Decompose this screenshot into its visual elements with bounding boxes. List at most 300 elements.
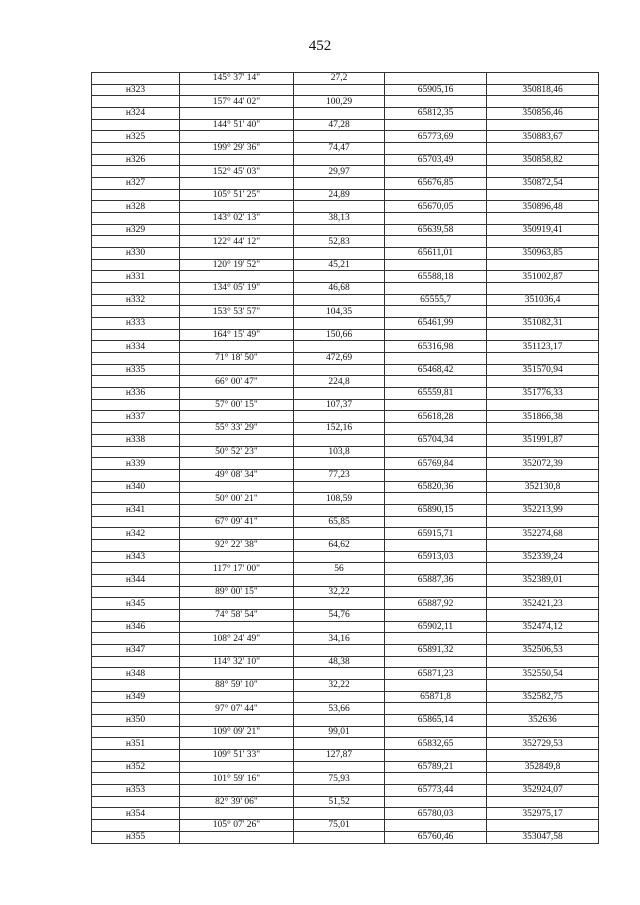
- segment-length-cell: 99,01: [294, 726, 385, 738]
- segment-length-cell: [294, 644, 385, 656]
- segment-length-cell: 53,66: [294, 703, 385, 715]
- point-name-cell: н353: [92, 784, 180, 796]
- direction-angle-cell: 67° 09' 41": [180, 516, 294, 528]
- y-coordinate-cell: 352274,68: [487, 528, 599, 540]
- point-name-cell: н330: [92, 248, 180, 260]
- y-coordinate-cell: 352339,24: [487, 551, 599, 563]
- y-coordinate-cell: 352474,12: [487, 621, 599, 633]
- point-name-cell: [92, 749, 180, 761]
- segment-length-cell: 56: [294, 563, 385, 575]
- y-coordinate-cell: [487, 516, 599, 528]
- y-coordinate-cell: 350963,85: [487, 248, 599, 260]
- segment-length-cell: 100,29: [294, 96, 385, 108]
- direction-angle-cell: [180, 84, 294, 96]
- direction-angle-cell: 108° 24' 49": [180, 633, 294, 645]
- point-row: [92, 691, 599, 703]
- point-row: [92, 271, 599, 283]
- point-row: [92, 201, 599, 213]
- point-row: [92, 808, 599, 820]
- y-coordinate-cell: 350896,48: [487, 201, 599, 213]
- direction-angle-cell: [180, 201, 294, 213]
- y-coordinate-cell: [487, 703, 599, 715]
- x-coordinate-cell: [385, 423, 487, 435]
- segment-row: [92, 236, 599, 248]
- segment-length-cell: [294, 738, 385, 750]
- direction-angle-cell: [180, 108, 294, 120]
- x-coordinate-cell: 65820,36: [385, 481, 487, 493]
- segment-length-cell: 150,66: [294, 329, 385, 341]
- x-coordinate-cell: 65611,01: [385, 248, 487, 260]
- direction-angle-cell: [180, 574, 294, 586]
- x-coordinate-cell: 65760,46: [385, 831, 487, 843]
- point-name-cell: [92, 633, 180, 645]
- segment-row: [92, 96, 599, 108]
- x-coordinate-cell: [385, 73, 487, 85]
- y-coordinate-cell: 352130,8: [487, 481, 599, 493]
- x-coordinate-cell: 65832,65: [385, 738, 487, 750]
- segment-length-cell: 38,13: [294, 213, 385, 225]
- x-coordinate-cell: 65676,85: [385, 178, 487, 190]
- segment-row: [92, 773, 599, 785]
- y-coordinate-cell: 352582,75: [487, 691, 599, 703]
- point-name-cell: н336: [92, 388, 180, 400]
- segment-length-cell: 107,37: [294, 399, 385, 411]
- segment-length-cell: [294, 411, 385, 423]
- y-coordinate-cell: 351002,87: [487, 271, 599, 283]
- x-coordinate-cell: [385, 236, 487, 248]
- segment-length-cell: [294, 154, 385, 166]
- point-row: [92, 108, 599, 120]
- y-coordinate-cell: [487, 469, 599, 481]
- x-coordinate-cell: 65468,42: [385, 364, 487, 376]
- point-name-cell: н345: [92, 598, 180, 610]
- x-coordinate-cell: [385, 469, 487, 481]
- direction-angle-cell: [180, 644, 294, 656]
- point-name-cell: н346: [92, 621, 180, 633]
- y-coordinate-cell: [487, 609, 599, 621]
- direction-angle-cell: 50° 52' 23": [180, 446, 294, 458]
- segment-length-cell: 64,62: [294, 539, 385, 551]
- y-coordinate-cell: [487, 726, 599, 738]
- segment-length-cell: 104,35: [294, 306, 385, 318]
- coordinates-table: [91, 72, 599, 844]
- y-coordinate-cell: 351866,38: [487, 411, 599, 423]
- point-name-cell: н340: [92, 481, 180, 493]
- point-name-cell: [92, 259, 180, 271]
- point-name-cell: н344: [92, 574, 180, 586]
- direction-angle-cell: 57° 00' 15": [180, 399, 294, 411]
- segment-row: [92, 353, 599, 365]
- y-coordinate-cell: 352729,53: [487, 738, 599, 750]
- point-row: [92, 621, 599, 633]
- x-coordinate-cell: [385, 213, 487, 225]
- direction-angle-cell: 117° 17' 00": [180, 563, 294, 575]
- point-name-cell: [92, 446, 180, 458]
- segment-length-cell: [294, 784, 385, 796]
- y-coordinate-cell: 350872,54: [487, 178, 599, 190]
- segment-length-cell: 48,38: [294, 656, 385, 668]
- direction-angle-cell: 122° 44' 12": [180, 236, 294, 248]
- direction-angle-cell: 71° 18' 50": [180, 353, 294, 365]
- page-number: 452: [308, 38, 332, 54]
- segment-length-cell: 32,22: [294, 679, 385, 691]
- point-name-cell: [92, 353, 180, 365]
- x-coordinate-cell: [385, 703, 487, 715]
- direction-angle-cell: [180, 691, 294, 703]
- x-coordinate-cell: [385, 96, 487, 108]
- x-coordinate-cell: 65703,49: [385, 154, 487, 166]
- point-name-cell: [92, 283, 180, 295]
- y-coordinate-cell: [487, 376, 599, 388]
- x-coordinate-cell: 65887,36: [385, 574, 487, 586]
- y-coordinate-cell: 350856,46: [487, 108, 599, 120]
- point-name-cell: [92, 143, 180, 155]
- x-coordinate-cell: [385, 773, 487, 785]
- x-coordinate-cell: 65913,03: [385, 551, 487, 563]
- point-name-cell: н337: [92, 411, 180, 423]
- segment-length-cell: [294, 551, 385, 563]
- x-coordinate-cell: 65316,98: [385, 341, 487, 353]
- segment-length-cell: [294, 714, 385, 726]
- segment-length-cell: [294, 481, 385, 493]
- point-name-cell: н354: [92, 808, 180, 820]
- direction-angle-cell: [180, 831, 294, 843]
- x-coordinate-cell: [385, 749, 487, 761]
- x-coordinate-cell: [385, 493, 487, 505]
- y-coordinate-cell: 352072,39: [487, 458, 599, 470]
- point-row: [92, 364, 599, 376]
- segment-length-cell: 108,59: [294, 493, 385, 505]
- point-name-cell: [92, 820, 180, 832]
- y-coordinate-cell: [487, 633, 599, 645]
- segment-length-cell: [294, 364, 385, 376]
- direction-angle-cell: [180, 411, 294, 423]
- point-name-cell: н350: [92, 714, 180, 726]
- x-coordinate-cell: 65639,58: [385, 224, 487, 236]
- point-name-cell: н329: [92, 224, 180, 236]
- point-name-cell: [92, 236, 180, 248]
- x-coordinate-cell: 65890,15: [385, 504, 487, 516]
- segment-row: [92, 609, 599, 621]
- y-coordinate-cell: [487, 306, 599, 318]
- point-name-cell: [92, 423, 180, 435]
- segment-row: [92, 633, 599, 645]
- direction-angle-cell: 92° 22' 38": [180, 539, 294, 551]
- segment-row: [92, 399, 599, 411]
- segment-row: [92, 259, 599, 271]
- segment-length-cell: [294, 691, 385, 703]
- point-row: [92, 294, 599, 306]
- point-name-cell: [92, 703, 180, 715]
- x-coordinate-cell: [385, 376, 487, 388]
- segment-length-cell: 224,8: [294, 376, 385, 388]
- segment-length-cell: 45,21: [294, 259, 385, 271]
- point-name-cell: н325: [92, 131, 180, 143]
- y-coordinate-cell: [487, 423, 599, 435]
- x-coordinate-cell: 65704,34: [385, 434, 487, 446]
- segment-length-cell: [294, 84, 385, 96]
- direction-angle-cell: [180, 458, 294, 470]
- point-name-cell: н335: [92, 364, 180, 376]
- segment-length-cell: [294, 458, 385, 470]
- segment-row: [92, 820, 599, 832]
- point-row: [92, 458, 599, 470]
- point-row: [92, 551, 599, 563]
- segment-length-cell: [294, 318, 385, 330]
- y-coordinate-cell: [487, 796, 599, 808]
- segment-row: [92, 563, 599, 575]
- direction-angle-cell: 145° 37' 14": [180, 73, 294, 85]
- x-coordinate-cell: 65865,14: [385, 714, 487, 726]
- direction-angle-cell: [180, 668, 294, 680]
- x-coordinate-cell: 65887,92: [385, 598, 487, 610]
- x-coordinate-cell: 65812,35: [385, 108, 487, 120]
- y-coordinate-cell: [487, 96, 599, 108]
- segment-row: [92, 306, 599, 318]
- direction-angle-cell: [180, 434, 294, 446]
- y-coordinate-cell: 351036,4: [487, 294, 599, 306]
- point-name-cell: [92, 189, 180, 201]
- x-coordinate-cell: 65902,11: [385, 621, 487, 633]
- direction-angle-cell: [180, 294, 294, 306]
- y-coordinate-cell: [487, 563, 599, 575]
- y-coordinate-cell: 352506,53: [487, 644, 599, 656]
- point-name-cell: [92, 796, 180, 808]
- y-coordinate-cell: 352550,54: [487, 668, 599, 680]
- point-row: [92, 504, 599, 516]
- point-row: [92, 224, 599, 236]
- point-name-cell: н324: [92, 108, 180, 120]
- segment-length-cell: 103,8: [294, 446, 385, 458]
- direction-angle-cell: [180, 808, 294, 820]
- segment-row: [92, 796, 599, 808]
- point-name-cell: [92, 469, 180, 481]
- y-coordinate-cell: [487, 399, 599, 411]
- direction-angle-cell: 105° 07' 26": [180, 820, 294, 832]
- x-coordinate-cell: 65871,8: [385, 691, 487, 703]
- segment-length-cell: 52,83: [294, 236, 385, 248]
- direction-angle-cell: 88° 59' 10": [180, 679, 294, 691]
- y-coordinate-cell: [487, 679, 599, 691]
- y-coordinate-cell: [487, 353, 599, 365]
- coordinates-table-body: [92, 73, 599, 844]
- direction-angle-cell: 50° 00' 21": [180, 493, 294, 505]
- point-name-cell: [92, 96, 180, 108]
- y-coordinate-cell: 350818,46: [487, 84, 599, 96]
- x-coordinate-cell: [385, 726, 487, 738]
- point-name-cell: н338: [92, 434, 180, 446]
- segment-length-cell: [294, 528, 385, 540]
- segment-row: [92, 423, 599, 435]
- point-row: [92, 528, 599, 540]
- x-coordinate-cell: 65588,18: [385, 271, 487, 283]
- x-coordinate-cell: 65871,23: [385, 668, 487, 680]
- y-coordinate-cell: [487, 329, 599, 341]
- segment-length-cell: [294, 574, 385, 586]
- direction-angle-cell: [180, 784, 294, 796]
- y-coordinate-cell: 350919,41: [487, 224, 599, 236]
- point-row: [92, 84, 599, 96]
- segment-length-cell: 152,16: [294, 423, 385, 435]
- y-coordinate-cell: [487, 73, 599, 85]
- point-name-cell: н347: [92, 644, 180, 656]
- segment-length-cell: [294, 504, 385, 516]
- point-row: [92, 131, 599, 143]
- direction-angle-cell: [180, 598, 294, 610]
- direction-angle-cell: 105° 51' 25": [180, 189, 294, 201]
- point-name-cell: [92, 656, 180, 668]
- y-coordinate-cell: 350858,82: [487, 154, 599, 166]
- x-coordinate-cell: 65559,81: [385, 388, 487, 400]
- point-name-cell: [92, 399, 180, 411]
- x-coordinate-cell: [385, 283, 487, 295]
- segment-length-cell: [294, 434, 385, 446]
- y-coordinate-cell: [487, 236, 599, 248]
- y-coordinate-cell: 352975,17: [487, 808, 599, 820]
- segment-length-cell: [294, 294, 385, 306]
- x-coordinate-cell: [385, 820, 487, 832]
- point-name-cell: н326: [92, 154, 180, 166]
- direction-angle-cell: [180, 224, 294, 236]
- segment-length-cell: [294, 201, 385, 213]
- segment-length-cell: [294, 831, 385, 843]
- point-row: [92, 178, 599, 190]
- direction-angle-cell: 89° 00' 15": [180, 586, 294, 598]
- point-row: [92, 341, 599, 353]
- segment-row: [92, 213, 599, 225]
- point-row: [92, 434, 599, 446]
- y-coordinate-cell: [487, 259, 599, 271]
- point-name-cell: [92, 726, 180, 738]
- point-name-cell: н351: [92, 738, 180, 750]
- direction-angle-cell: [180, 318, 294, 330]
- segment-row: [92, 516, 599, 528]
- segment-row: [92, 189, 599, 201]
- segment-row: [92, 143, 599, 155]
- point-name-cell: н343: [92, 551, 180, 563]
- point-row: [92, 481, 599, 493]
- segment-length-cell: [294, 131, 385, 143]
- direction-angle-cell: 134° 05' 19": [180, 283, 294, 295]
- point-name-cell: н333: [92, 318, 180, 330]
- direction-angle-cell: [180, 364, 294, 376]
- segment-row: [92, 283, 599, 295]
- direction-angle-cell: 55° 33' 29": [180, 423, 294, 435]
- x-coordinate-cell: [385, 586, 487, 598]
- segment-length-cell: [294, 598, 385, 610]
- segment-length-cell: [294, 621, 385, 633]
- point-name-cell: н332: [92, 294, 180, 306]
- point-row: [92, 248, 599, 260]
- y-coordinate-cell: 351776,33: [487, 388, 599, 400]
- segment-row: [92, 376, 599, 388]
- point-name-cell: н334: [92, 341, 180, 353]
- segment-row: [92, 469, 599, 481]
- x-coordinate-cell: [385, 539, 487, 551]
- point-row: [92, 784, 599, 796]
- segment-row: [92, 119, 599, 131]
- segment-row: [92, 679, 599, 691]
- x-coordinate-cell: 65769,84: [385, 458, 487, 470]
- direction-angle-cell: 101° 59' 16": [180, 773, 294, 785]
- point-name-cell: [92, 539, 180, 551]
- segment-length-cell: 54,76: [294, 609, 385, 621]
- segment-length-cell: [294, 808, 385, 820]
- y-coordinate-cell: [487, 656, 599, 668]
- direction-angle-cell: [180, 504, 294, 516]
- direction-angle-cell: [180, 154, 294, 166]
- direction-angle-cell: [180, 388, 294, 400]
- y-coordinate-cell: 351082,31: [487, 318, 599, 330]
- direction-angle-cell: 152° 45' 03": [180, 166, 294, 178]
- point-name-cell: [92, 119, 180, 131]
- y-coordinate-cell: 352389,01: [487, 574, 599, 586]
- segment-row: [92, 656, 599, 668]
- segment-length-cell: 24,89: [294, 189, 385, 201]
- direction-angle-cell: 49° 08' 34": [180, 469, 294, 481]
- direction-angle-cell: 199° 29' 36": [180, 143, 294, 155]
- y-coordinate-cell: [487, 749, 599, 761]
- direction-angle-cell: [180, 248, 294, 260]
- direction-angle-cell: [180, 178, 294, 190]
- y-coordinate-cell: [487, 446, 599, 458]
- point-name-cell: [92, 213, 180, 225]
- direction-angle-cell: 66° 00' 47": [180, 376, 294, 388]
- segment-length-cell: 46,68: [294, 283, 385, 295]
- segment-length-cell: [294, 178, 385, 190]
- y-coordinate-cell: [487, 166, 599, 178]
- x-coordinate-cell: [385, 679, 487, 691]
- x-coordinate-cell: [385, 259, 487, 271]
- segment-length-cell: 127,87: [294, 749, 385, 761]
- point-row: [92, 598, 599, 610]
- point-name-cell: [92, 166, 180, 178]
- point-row: [92, 668, 599, 680]
- direction-angle-cell: [180, 481, 294, 493]
- segment-row: [92, 749, 599, 761]
- point-row: [92, 714, 599, 726]
- direction-angle-cell: [180, 271, 294, 283]
- point-name-cell: н342: [92, 528, 180, 540]
- point-name-cell: [92, 73, 180, 85]
- x-coordinate-cell: [385, 609, 487, 621]
- point-name-cell: н328: [92, 201, 180, 213]
- x-coordinate-cell: [385, 119, 487, 131]
- direction-angle-cell: 97° 07' 44": [180, 703, 294, 715]
- x-coordinate-cell: 65670,05: [385, 201, 487, 213]
- point-row: [92, 318, 599, 330]
- segment-length-cell: [294, 271, 385, 283]
- y-coordinate-cell: [487, 283, 599, 295]
- segment-length-cell: 472,69: [294, 353, 385, 365]
- x-coordinate-cell: [385, 143, 487, 155]
- point-name-cell: н348: [92, 668, 180, 680]
- segment-row: [92, 586, 599, 598]
- y-coordinate-cell: [487, 189, 599, 201]
- direction-angle-cell: [180, 761, 294, 773]
- point-row: [92, 411, 599, 423]
- point-row: [92, 388, 599, 400]
- point-name-cell: н352: [92, 761, 180, 773]
- segment-row: [92, 446, 599, 458]
- x-coordinate-cell: [385, 306, 487, 318]
- x-coordinate-cell: [385, 166, 487, 178]
- x-coordinate-cell: [385, 656, 487, 668]
- point-name-cell: [92, 586, 180, 598]
- point-name-cell: [92, 376, 180, 388]
- direction-angle-cell: [180, 551, 294, 563]
- point-name-cell: н349: [92, 691, 180, 703]
